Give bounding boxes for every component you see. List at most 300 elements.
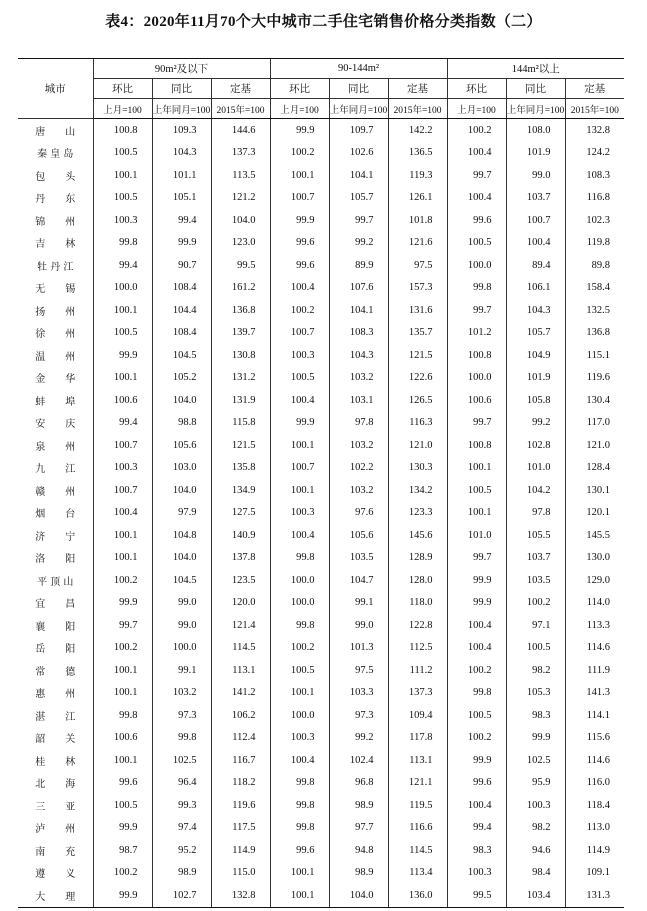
metric-header: 同比 — [329, 79, 388, 99]
index-value-cell: 103.7 — [506, 547, 565, 570]
table-row — [18, 164, 624, 187]
metric-header: 同比 — [152, 79, 211, 99]
index-value-cell: 105.8 — [506, 389, 565, 412]
index-value-cell: 100.3 — [270, 344, 329, 367]
index-value-cell: 114.0 — [565, 592, 624, 615]
index-value-cell: 99.8 — [447, 277, 506, 300]
index-value-cell: 117.8 — [388, 727, 447, 750]
index-value-cell: 99.4 — [93, 412, 152, 435]
index-value-cell: 100.2 — [447, 659, 506, 682]
index-value-cell: 103.2 — [329, 479, 388, 502]
index-value-cell: 142.2 — [388, 119, 447, 142]
index-value-cell: 99.8 — [270, 547, 329, 570]
index-value-cell: 100.1 — [93, 547, 152, 570]
index-value-cell: 99.6 — [270, 839, 329, 862]
table-body — [18, 119, 624, 908]
index-value-cell: 105.6 — [329, 524, 388, 547]
index-value-cell: 103.0 — [152, 457, 211, 480]
index-value-cell: 100.2 — [447, 727, 506, 750]
index-value-cell: 104.1 — [329, 164, 388, 187]
index-value-cell: 132.5 — [565, 299, 624, 322]
table-row — [18, 884, 624, 907]
index-value-cell: 104.5 — [152, 344, 211, 367]
index-value-cell: 122.6 — [388, 367, 447, 390]
index-value-cell: 100.4 — [447, 637, 506, 660]
table-row — [18, 524, 624, 547]
metric-header: 定基 — [388, 79, 447, 99]
city-name: 牡 丹 江 — [37, 261, 74, 273]
index-value-cell: 103.7 — [506, 187, 565, 210]
index-value-cell: 100.2 — [506, 592, 565, 615]
index-value-cell: 126.1 — [388, 187, 447, 210]
table-header — [18, 59, 624, 119]
city-name: 韶 关 — [35, 734, 76, 746]
index-value-cell: 99.9 — [506, 727, 565, 750]
index-value-cell: 102.5 — [506, 749, 565, 772]
table-row — [18, 727, 624, 750]
city-name: 平 顶 山 — [37, 576, 74, 588]
index-value-cell: 115.0 — [211, 862, 270, 885]
city-name: 秦 皇 岛 — [37, 149, 74, 161]
index-value-cell: 132.8 — [565, 119, 624, 142]
index-value-cell: 99.9 — [93, 884, 152, 907]
city-name: 遵 义 — [35, 869, 76, 881]
index-value-cell: 113.5 — [211, 164, 270, 187]
index-value-cell: 100.2 — [447, 119, 506, 142]
index-value-cell: 119.3 — [388, 164, 447, 187]
city-name: 丹 东 — [35, 194, 76, 206]
index-value-cell: 130.0 — [565, 547, 624, 570]
index-value-cell: 99.6 — [447, 209, 506, 232]
index-value-cell: 117.0 — [565, 412, 624, 435]
index-value-cell: 137.3 — [388, 682, 447, 705]
index-value-cell: 100.2 — [270, 637, 329, 660]
index-value-cell: 137.8 — [211, 547, 270, 570]
metric-header: 定基 — [211, 79, 270, 99]
index-value-cell: 99.9 — [270, 412, 329, 435]
index-value-cell: 102.6 — [329, 142, 388, 165]
index-value-cell: 100.0 — [270, 592, 329, 615]
index-value-cell: 100.4 — [447, 614, 506, 637]
metric-header-row — [18, 79, 624, 99]
base-header: 上月=100 — [447, 99, 506, 119]
index-value-cell: 104.0 — [211, 209, 270, 232]
city-name: 北 海 — [35, 779, 76, 791]
index-value-cell: 100.1 — [270, 682, 329, 705]
index-value-cell: 103.2 — [329, 367, 388, 390]
index-value-cell: 99.8 — [447, 682, 506, 705]
table-row — [18, 637, 624, 660]
index-value-cell: 109.4 — [388, 704, 447, 727]
index-value-cell: 104.3 — [329, 344, 388, 367]
index-value-cell: 103.4 — [506, 884, 565, 907]
index-value-cell: 136.8 — [211, 299, 270, 322]
index-value-cell: 114.6 — [565, 637, 624, 660]
index-value-cell: 131.9 — [211, 389, 270, 412]
city-name: 济 宁 — [35, 531, 76, 543]
table-row — [18, 749, 624, 772]
table-row — [18, 367, 624, 390]
index-value-cell: 99.3 — [152, 794, 211, 817]
index-value-cell: 100.2 — [93, 862, 152, 885]
index-value-cell: 99.0 — [152, 614, 211, 637]
index-value-cell: 120.1 — [565, 502, 624, 525]
index-value-cell: 99.9 — [93, 817, 152, 840]
index-value-cell: 104.2 — [506, 479, 565, 502]
index-value-cell: 97.1 — [506, 614, 565, 637]
index-value-cell: 100.1 — [447, 457, 506, 480]
index-value-cell: 99.6 — [270, 254, 329, 277]
index-value-cell: 99.0 — [329, 614, 388, 637]
index-value-cell: 99.7 — [447, 412, 506, 435]
base-header: 上年同月=100 — [329, 99, 388, 119]
index-value-cell: 114.5 — [211, 637, 270, 660]
index-value-cell: 108.4 — [152, 277, 211, 300]
index-value-cell: 98.9 — [329, 794, 388, 817]
index-value-cell: 100.1 — [270, 434, 329, 457]
price-index-table — [18, 58, 624, 908]
base-header: 上年同月=100 — [506, 99, 565, 119]
index-value-cell: 100.5 — [447, 479, 506, 502]
index-value-cell: 100.7 — [270, 457, 329, 480]
index-value-cell: 158.4 — [565, 277, 624, 300]
index-value-cell: 131.2 — [211, 367, 270, 390]
index-value-cell: 100.1 — [93, 659, 152, 682]
index-value-cell: 97.3 — [329, 704, 388, 727]
index-value-cell: 121.0 — [565, 434, 624, 457]
index-value-cell: 99.8 — [270, 614, 329, 637]
index-value-cell: 100.4 — [447, 187, 506, 210]
city-column-header: 城市 — [18, 59, 93, 119]
index-value-cell: 101.8 — [388, 209, 447, 232]
index-value-cell: 128.0 — [388, 569, 447, 592]
group-header-medium: 90-144m² — [270, 59, 447, 79]
index-value-cell: 100.1 — [93, 164, 152, 187]
index-value-cell: 116.7 — [211, 749, 270, 772]
index-value-cell: 99.9 — [270, 209, 329, 232]
index-value-cell: 119.6 — [565, 367, 624, 390]
index-value-cell: 109.7 — [329, 119, 388, 142]
base-header: 上月=100 — [93, 99, 152, 119]
index-value-cell: 134.9 — [211, 479, 270, 502]
city-name: 岳 阳 — [35, 644, 76, 656]
index-value-cell: 139.7 — [211, 322, 270, 345]
index-value-cell: 97.4 — [152, 817, 211, 840]
index-value-cell: 100.5 — [506, 637, 565, 660]
index-value-cell: 101.3 — [329, 637, 388, 660]
index-value-cell: 100.2 — [93, 637, 152, 660]
city-name: 泸 州 — [35, 824, 76, 836]
index-value-cell: 121.6 — [388, 232, 447, 255]
city-name: 徐 州 — [35, 329, 76, 341]
index-value-cell: 99.4 — [447, 817, 506, 840]
index-value-cell: 128.9 — [388, 547, 447, 570]
index-value-cell: 99.6 — [270, 232, 329, 255]
index-value-cell: 100.3 — [447, 862, 506, 885]
index-value-cell: 99.4 — [152, 209, 211, 232]
metric-header: 同比 — [506, 79, 565, 99]
index-value-cell: 100.4 — [447, 794, 506, 817]
index-value-cell: 99.2 — [329, 727, 388, 750]
index-value-cell: 123.0 — [211, 232, 270, 255]
index-value-cell: 134.2 — [388, 479, 447, 502]
index-value-cell: 97.3 — [152, 704, 211, 727]
index-value-cell: 124.2 — [565, 142, 624, 165]
index-value-cell: 136.8 — [565, 322, 624, 345]
index-value-cell: 106.1 — [506, 277, 565, 300]
index-value-cell: 97.8 — [506, 502, 565, 525]
index-value-cell: 99.2 — [506, 412, 565, 435]
table-row — [18, 839, 624, 862]
table-row — [18, 704, 624, 727]
city-name: 襄 阳 — [35, 621, 76, 633]
index-value-cell: 100.7 — [93, 479, 152, 502]
index-value-cell: 98.8 — [152, 412, 211, 435]
index-value-cell: 116.6 — [388, 817, 447, 840]
index-value-cell: 102.2 — [329, 457, 388, 480]
index-value-cell: 97.7 — [329, 817, 388, 840]
city-name: 温 州 — [35, 351, 76, 363]
index-value-cell: 114.6 — [565, 749, 624, 772]
index-value-cell: 118.4 — [565, 794, 624, 817]
city-name: 惠 州 — [35, 689, 76, 701]
index-value-cell: 136.0 — [388, 884, 447, 907]
city-name: 三 亚 — [35, 801, 76, 813]
table-row — [18, 659, 624, 682]
index-value-cell: 99.9 — [152, 232, 211, 255]
index-value-cell: 99.8 — [270, 772, 329, 795]
table-row — [18, 682, 624, 705]
index-value-cell: 104.3 — [506, 299, 565, 322]
index-value-cell: 122.8 — [388, 614, 447, 637]
index-value-cell: 100.5 — [93, 322, 152, 345]
table-row — [18, 569, 624, 592]
index-value-cell: 100.5 — [447, 232, 506, 255]
index-value-cell: 103.1 — [329, 389, 388, 412]
index-value-cell: 105.2 — [152, 367, 211, 390]
index-value-cell: 108.0 — [506, 119, 565, 142]
index-value-cell: 100.2 — [270, 299, 329, 322]
index-value-cell: 98.7 — [93, 839, 152, 862]
table-row — [18, 614, 624, 637]
table-row — [18, 187, 624, 210]
index-value-cell: 115.8 — [211, 412, 270, 435]
index-value-cell: 104.5 — [152, 569, 211, 592]
index-value-cell: 100.1 — [447, 502, 506, 525]
index-value-cell: 99.9 — [447, 569, 506, 592]
index-value-cell: 109.3 — [152, 119, 211, 142]
index-value-cell: 116.8 — [565, 187, 624, 210]
index-value-cell: 121.4 — [211, 614, 270, 637]
index-value-cell: 135.8 — [211, 457, 270, 480]
index-value-cell: 100.3 — [93, 457, 152, 480]
index-value-cell: 112.4 — [211, 727, 270, 750]
base-header-row — [18, 99, 624, 119]
index-value-cell: 141.3 — [565, 682, 624, 705]
index-value-cell: 99.6 — [447, 772, 506, 795]
index-value-cell: 119.6 — [211, 794, 270, 817]
index-value-cell: 100.0 — [93, 277, 152, 300]
index-value-cell: 97.5 — [329, 659, 388, 682]
index-value-cell: 114.9 — [565, 839, 624, 862]
index-value-cell: 99.1 — [152, 659, 211, 682]
index-value-cell: 89.9 — [329, 254, 388, 277]
index-value-cell: 99.9 — [447, 749, 506, 772]
index-value-cell: 115.6 — [565, 727, 624, 750]
index-value-cell: 99.8 — [270, 817, 329, 840]
index-value-cell: 105.3 — [506, 682, 565, 705]
index-value-cell: 145.6 — [388, 524, 447, 547]
index-value-cell: 114.1 — [565, 704, 624, 727]
index-value-cell: 105.1 — [152, 187, 211, 210]
index-value-cell: 97.5 — [388, 254, 447, 277]
index-value-cell: 98.9 — [152, 862, 211, 885]
index-value-cell: 100.4 — [506, 232, 565, 255]
table-row — [18, 322, 624, 345]
index-value-cell: 101.9 — [506, 142, 565, 165]
base-header: 上年同月=100 — [152, 99, 211, 119]
index-value-cell: 99.8 — [152, 727, 211, 750]
table-row — [18, 277, 624, 300]
index-value-cell: 100.3 — [93, 209, 152, 232]
city-name: 常 德 — [35, 666, 76, 678]
index-value-cell: 100.8 — [447, 434, 506, 457]
index-value-cell: 107.6 — [329, 277, 388, 300]
index-value-cell: 121.5 — [211, 434, 270, 457]
index-value-cell: 102.5 — [152, 749, 211, 772]
table-row — [18, 862, 624, 885]
table-row — [18, 772, 624, 795]
index-value-cell: 104.0 — [329, 884, 388, 907]
index-value-cell: 100.1 — [93, 524, 152, 547]
city-name: 包 头 — [35, 171, 76, 183]
index-value-cell: 112.5 — [388, 637, 447, 660]
index-value-cell: 98.3 — [447, 839, 506, 862]
index-value-cell: 100.0 — [447, 367, 506, 390]
index-value-cell: 161.2 — [211, 277, 270, 300]
index-value-cell: 99.0 — [506, 164, 565, 187]
city-name: 湛 江 — [35, 711, 76, 723]
index-value-cell: 105.5 — [506, 524, 565, 547]
base-header: 2015年=100 — [388, 99, 447, 119]
index-value-cell: 95.9 — [506, 772, 565, 795]
index-value-cell: 100.1 — [270, 884, 329, 907]
index-value-cell: 100.0 — [447, 254, 506, 277]
index-value-cell: 100.3 — [506, 794, 565, 817]
index-value-cell: 99.7 — [447, 164, 506, 187]
city-name: 赣 州 — [35, 486, 76, 498]
index-value-cell: 126.5 — [388, 389, 447, 412]
index-value-cell: 132.8 — [211, 884, 270, 907]
index-value-cell: 100.4 — [270, 389, 329, 412]
index-value-cell: 130.1 — [565, 479, 624, 502]
table-row — [18, 457, 624, 480]
index-value-cell: 102.7 — [152, 884, 211, 907]
table-row — [18, 817, 624, 840]
city-name: 大 理 — [18, 884, 93, 907]
index-value-cell: 100.7 — [506, 209, 565, 232]
index-value-cell: 99.9 — [270, 119, 329, 142]
index-value-cell: 103.2 — [329, 434, 388, 457]
index-value-cell: 104.9 — [506, 344, 565, 367]
index-value-cell: 104.0 — [152, 479, 211, 502]
index-value-cell: 102.3 — [565, 209, 624, 232]
index-value-cell: 129.0 — [565, 569, 624, 592]
index-value-cell: 100.4 — [93, 502, 152, 525]
index-value-cell: 120.0 — [211, 592, 270, 615]
index-value-cell: 100.1 — [270, 862, 329, 885]
index-value-cell: 141.2 — [211, 682, 270, 705]
index-value-cell: 99.5 — [447, 884, 506, 907]
city-name: 唐 山 — [35, 126, 76, 138]
index-value-cell: 123.3 — [388, 502, 447, 525]
index-value-cell: 99.4 — [93, 254, 152, 277]
table-row — [18, 344, 624, 367]
index-value-cell: 113.1 — [388, 749, 447, 772]
index-value-cell: 111.9 — [565, 659, 624, 682]
index-value-cell: 99.0 — [152, 592, 211, 615]
index-value-cell: 100.5 — [93, 187, 152, 210]
index-value-cell: 100.1 — [93, 749, 152, 772]
index-value-cell: 104.8 — [152, 524, 211, 547]
city-name: 无 锡 — [35, 284, 76, 296]
index-value-cell: 114.9 — [211, 839, 270, 862]
city-name: 扬 州 — [35, 306, 76, 318]
index-value-cell: 121.5 — [388, 344, 447, 367]
index-value-cell: 89.8 — [565, 254, 624, 277]
city-name: 九 江 — [35, 464, 76, 476]
index-value-cell: 100.5 — [270, 367, 329, 390]
table-row — [18, 479, 624, 502]
index-value-cell: 98.2 — [506, 659, 565, 682]
index-value-cell: 100.1 — [93, 367, 152, 390]
city-name: 锦 州 — [35, 216, 76, 228]
index-value-cell: 99.1 — [329, 592, 388, 615]
city-name: 宜 昌 — [35, 599, 76, 611]
index-value-cell: 101.9 — [506, 367, 565, 390]
table-row — [18, 502, 624, 525]
index-value-cell: 101.1 — [152, 164, 211, 187]
table-row — [18, 142, 624, 165]
table-row — [18, 547, 624, 570]
index-value-cell: 99.9 — [93, 592, 152, 615]
index-value-cell: 140.9 — [211, 524, 270, 547]
index-value-cell: 118.0 — [388, 592, 447, 615]
index-value-cell: 101.2 — [447, 322, 506, 345]
index-value-cell: 130.8 — [211, 344, 270, 367]
index-value-cell: 99.7 — [329, 209, 388, 232]
index-value-cell: 100.6 — [93, 727, 152, 750]
index-value-cell: 100.6 — [447, 389, 506, 412]
index-value-cell: 99.7 — [93, 614, 152, 637]
index-value-cell: 100.0 — [270, 704, 329, 727]
index-value-cell: 100.4 — [270, 749, 329, 772]
index-value-cell: 130.4 — [565, 389, 624, 412]
city-name: 蚌 埠 — [35, 396, 76, 408]
table-row — [18, 389, 624, 412]
index-value-cell: 137.3 — [211, 142, 270, 165]
index-value-cell: 99.2 — [329, 232, 388, 255]
index-value-cell: 98.2 — [506, 817, 565, 840]
index-value-cell: 117.5 — [211, 817, 270, 840]
city-name: 桂 林 — [35, 756, 76, 768]
index-value-cell: 104.4 — [152, 299, 211, 322]
table-row — [18, 254, 624, 277]
metric-header: 环比 — [270, 79, 329, 99]
metric-header: 环比 — [447, 79, 506, 99]
city-name: 泉 州 — [35, 441, 76, 453]
index-value-cell: 100.5 — [447, 704, 506, 727]
